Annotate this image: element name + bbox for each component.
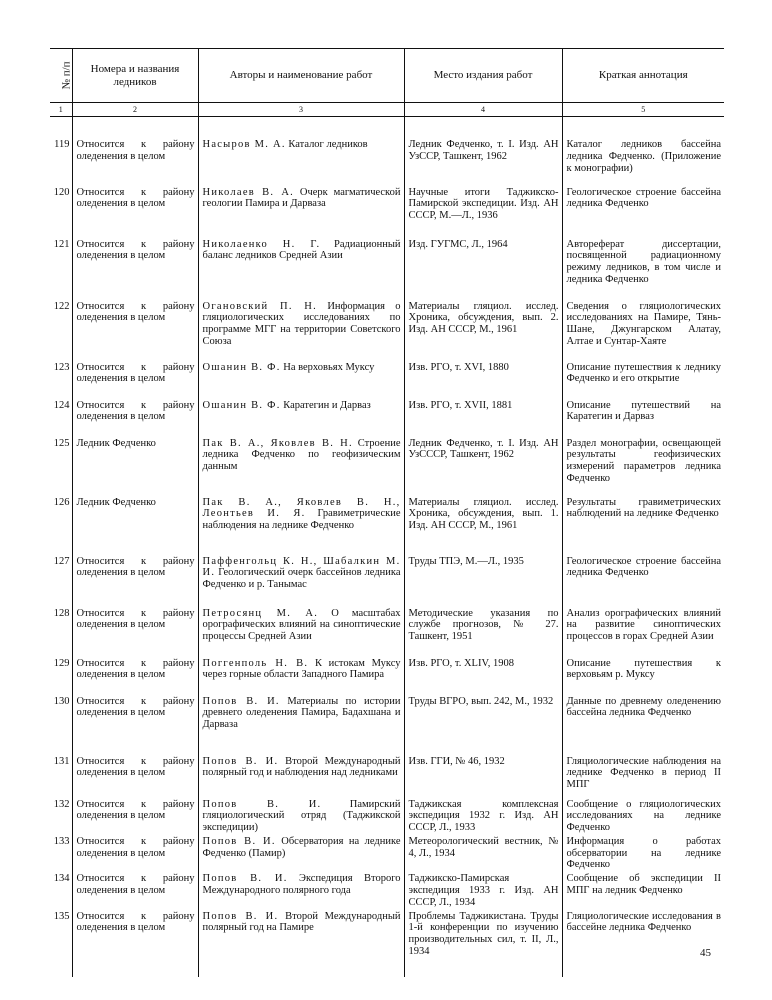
table-row bbox=[50, 187, 724, 239]
glacier-name: Относится к району оледенения в целом bbox=[72, 873, 198, 910]
row-number: 128 bbox=[53, 607, 70, 619]
work-title: Материалы по истории древнего оледенения Памира, Бадахшана и Дарваза bbox=[202, 695, 401, 731]
author-name: Насыров М. А. bbox=[202, 139, 286, 150]
glacier-name: Относится к району оледенения в целом bbox=[72, 187, 198, 239]
work-title: Гравиметрические наблюдения на леднике Федченко bbox=[202, 508, 401, 532]
work-title: На верховьях Муксу bbox=[283, 361, 375, 373]
row-number: 126 bbox=[53, 496, 70, 508]
author-work bbox=[198, 756, 404, 799]
glacier-name: Относится к району оледенения в целом bbox=[72, 756, 198, 799]
publication-place: Материалы гляциол. исслед. Хроника, обсуждения, вып. 2. Изд. АН СССР, М., 1961 bbox=[404, 301, 562, 362]
table-row bbox=[50, 696, 724, 756]
author-work bbox=[198, 911, 404, 977]
glacier-name: Ледник Федченко bbox=[72, 497, 198, 556]
work-title: Каратегин и Дарваз bbox=[283, 399, 371, 411]
publication-place: Проблемы Таджикистана. Труды 1-й конференции по изучению производительных сил, т. II, Л., 1934 bbox=[404, 911, 562, 977]
publication-place: Таджикско-Памирская экспедиция 1933 г. Изд. АН СССР, Л., 1934 bbox=[404, 873, 562, 910]
glacier-name: Относится к району оледенения в целом bbox=[72, 400, 198, 438]
author-name: Попов В. И. bbox=[202, 910, 279, 922]
table-body bbox=[50, 117, 724, 977]
glacier-name: Относится к району оледенения в целом bbox=[72, 362, 198, 400]
glacier-name: Относится к району оледенения в целом bbox=[72, 696, 198, 756]
work-title: Памирский гляциологический отряд (Таджикской экспедиции) bbox=[202, 798, 401, 834]
work-title: Второй Международный полярный год на Памире bbox=[202, 910, 401, 934]
author-name: Огановский П. Н. bbox=[202, 300, 317, 312]
column-number: 4 bbox=[404, 103, 562, 117]
publication-place: Метеорологический вестник, № 4, Л., 1934 bbox=[404, 836, 562, 873]
page-number: 45 bbox=[700, 947, 711, 959]
column-number: 1 bbox=[50, 103, 72, 117]
row-number: 130 bbox=[53, 695, 70, 707]
work-title: Обсерватория на леднике Федченко (Памир) bbox=[202, 835, 401, 859]
column-number: 3 bbox=[198, 103, 404, 117]
column-number: 5 bbox=[562, 103, 724, 117]
work-title: К истокам Муксу через горные области Западного Памира bbox=[202, 657, 401, 681]
row-number: 129 bbox=[53, 657, 70, 669]
header-number: № п/п bbox=[50, 49, 72, 103]
author-work bbox=[198, 696, 404, 756]
header-glacier: Номера и названия ледников bbox=[72, 49, 198, 103]
author-work bbox=[198, 362, 404, 400]
author-name: Попов В. И. bbox=[202, 798, 322, 810]
table-row bbox=[50, 658, 724, 696]
author-name: Попов В. И. bbox=[202, 835, 276, 847]
table-row bbox=[50, 362, 724, 400]
author-name: Николаев В. А. bbox=[202, 186, 295, 198]
author-work bbox=[198, 400, 404, 438]
author-name: Петросянц М. А. bbox=[202, 607, 319, 619]
annotation: Автореферат диссертации, посвященной радиационному режиму ледников, в том числе и ледника Федченко bbox=[562, 239, 724, 301]
annotation: Каталог ледников бассейна ледника Федченко. (Приложение к монографии) bbox=[562, 117, 724, 187]
table-row bbox=[50, 438, 724, 497]
annotation: Данные по древнему оледенению бассейна ледника Федченко bbox=[562, 696, 724, 756]
header-annotation: Краткая аннотация bbox=[562, 49, 724, 103]
author-work bbox=[198, 873, 404, 910]
table-row bbox=[50, 608, 724, 658]
publication-place: Материалы гляциол. исслед. Хроника, обсуждения, вып. 1. Изд. АН СССР, М., 1961 bbox=[404, 497, 562, 556]
row-number: 127 bbox=[53, 555, 70, 567]
author-name: Попов В. И. bbox=[202, 755, 279, 767]
glacier-name: Относится к району оледенения в целом bbox=[72, 836, 198, 873]
row-number: 121 bbox=[53, 238, 70, 250]
publication-place: Ледник Федченко, т. I. Изд. АН УзССР, Ташкент, 1962 bbox=[404, 117, 562, 187]
table-row bbox=[50, 117, 724, 187]
work-title: Геологический очерк бассейнов ледника Федченко и р. Танымас bbox=[202, 567, 401, 591]
work-title: О масштабах орографических влияний на синоптические процессы Средней Азии bbox=[202, 607, 401, 643]
author-work bbox=[198, 239, 404, 301]
publication-place: Изв. ГГИ, № 46, 1932 bbox=[404, 756, 562, 799]
author-name: Ошанин В. Ф. bbox=[202, 399, 281, 411]
annotation: Сообщение о гляциологических исследованиях на леднике Федченко bbox=[562, 799, 724, 836]
publication-place: Изв. РГО, т. XLIV, 1908 bbox=[404, 658, 562, 696]
work-title: Радиационный баланс ледников Средней Азии bbox=[202, 238, 401, 262]
author-work bbox=[198, 438, 404, 497]
publication-place: Ледник Федченко, т. I. Изд. АН УзСССР, Ташкент, 1962 bbox=[404, 438, 562, 497]
glacier-name: Относится к району оледенения в целом bbox=[72, 799, 198, 836]
glacier-name: Относится к району оледенения в целом bbox=[72, 911, 198, 977]
work-title: Второй Международный полярный год и наблюдения над ледниками bbox=[202, 755, 401, 779]
publication-place: Методические указания по службе прогнозов, № 27. Ташкент, 1951 bbox=[404, 608, 562, 658]
publication-place: Изв. РГО, т. XVI, 1880 bbox=[404, 362, 562, 400]
author-name: Ошанин В. Ф. bbox=[202, 361, 281, 373]
author-name: Пак В. А., Яковлев В. Н. bbox=[202, 437, 353, 449]
author-name: Пак В. А., Яковлев В. Н., Леонтьев И. Я. bbox=[202, 496, 401, 520]
column-number: 2 bbox=[72, 103, 198, 117]
header-authors: Авторы и наименование работ bbox=[198, 49, 404, 103]
row-number: 131 bbox=[53, 755, 70, 767]
glacier-name: Ледник Федченко bbox=[72, 438, 198, 497]
row-number: 119 bbox=[54, 139, 70, 150]
table-row bbox=[50, 239, 724, 301]
publication-place: Труды ТПЭ, М.—Л., 1935 bbox=[404, 556, 562, 608]
row-number: 135 bbox=[53, 910, 70, 922]
column-number-row bbox=[50, 103, 724, 117]
author-work bbox=[198, 836, 404, 873]
table-row bbox=[50, 836, 724, 873]
annotation: Информация о работах обсерватории на леднике Федченко bbox=[562, 836, 724, 873]
table-row bbox=[50, 756, 724, 799]
author-work bbox=[198, 301, 404, 362]
row-number: 122 bbox=[53, 300, 70, 312]
annotation: Геологическое строение бассейна ледника Федченко bbox=[562, 556, 724, 608]
table-row bbox=[50, 556, 724, 608]
author-name: Попов В. И. bbox=[202, 695, 280, 707]
table-row bbox=[50, 497, 724, 556]
table-row bbox=[50, 799, 724, 836]
annotation: Результаты гравиметрических наблюдений на леднике Федченко bbox=[562, 497, 724, 556]
work-title: Информация о гляциологических исследованиях по программе МГГ на территории Советского Союза bbox=[202, 300, 401, 347]
annotation: Гляциологические исследования в бассейне ледника Федченко bbox=[562, 911, 724, 977]
author-work bbox=[198, 117, 404, 187]
work-title: Экспедиция Второго Международного полярного года bbox=[202, 873, 401, 897]
row-number: 123 bbox=[53, 361, 70, 373]
author-work bbox=[198, 799, 404, 836]
work-title: Строение ледника Федченко по геофизическим данным bbox=[202, 437, 401, 473]
annotation: Гляциологические наблюдения на леднике Федченко в период II МПГ bbox=[562, 756, 724, 799]
author-name: Поггенполь Н. В. bbox=[202, 657, 309, 669]
row-number: 133 bbox=[53, 835, 70, 847]
author-name: Паффенгольц К. Н., Шабалкин М. И. bbox=[202, 555, 401, 579]
annotation: Раздел монографии, освещающей результаты геофизических измерений параметров ледника Федченко bbox=[562, 438, 724, 497]
row-number: 120 bbox=[53, 186, 70, 198]
bibliography-table-container bbox=[50, 48, 724, 977]
glacier-name: Относится к району оледенения в целом bbox=[72, 556, 198, 608]
annotation: Сведения о гляциологических исследованиях на Памире, Тянь-Шане, Джунгарском Алатау, Алтае и Сунтар-Хаяте bbox=[562, 301, 724, 362]
glacier-name: Относится к району оледенения в целом bbox=[72, 658, 198, 696]
table-row bbox=[50, 873, 724, 910]
publication-place: Таджикская комплексная экспедиция 1932 г. Изд. АН СССР, Л., 1933 bbox=[404, 799, 562, 836]
publication-place: Изд. ГУГМС, Л., 1964 bbox=[404, 239, 562, 301]
glacier-name: Относится к району оледенения в целом bbox=[72, 117, 198, 187]
table-row bbox=[50, 301, 724, 362]
author-work bbox=[198, 556, 404, 608]
annotation: Геологическое строение бассейна ледника Федченко bbox=[562, 187, 724, 239]
bibliography-table bbox=[50, 48, 724, 977]
row-number: 132 bbox=[53, 798, 70, 810]
publication-place: Труды ВГРО, вып. 242, М., 1932 bbox=[404, 696, 562, 756]
publication-place: Изв. РГО, т. XVII, 1881 bbox=[404, 400, 562, 438]
work-title: Очерк магматической геологии Памира и Дарваза bbox=[202, 186, 401, 210]
row-number: 125 bbox=[53, 437, 70, 449]
author-work bbox=[198, 658, 404, 696]
annotation: Описание путешествий на Каратегин и Дарваз bbox=[562, 400, 724, 438]
glacier-name: Относится к району оледенения в целом bbox=[72, 239, 198, 301]
row-number: 124 bbox=[53, 399, 70, 411]
table-row bbox=[50, 911, 724, 977]
glacier-name: Относится к району оледенения в целом bbox=[72, 608, 198, 658]
annotation: Описание путешествия к леднику Федченко и его открытие bbox=[562, 362, 724, 400]
row-number: 134 bbox=[53, 873, 70, 885]
annotation: Описание путешествия к верховьям р. Муксу bbox=[562, 658, 724, 696]
work-title: Каталог ледников bbox=[288, 139, 368, 150]
header-row bbox=[50, 49, 724, 103]
annotation: Сообщение об экспедиции II МПГ на ледник Федченко bbox=[562, 873, 724, 910]
publication-place: Научные итоги Таджикско-Памирской экспедиции. Изд. АН СССР, М.—Л., 1936 bbox=[404, 187, 562, 239]
author-name: Николаенко Н. Г. bbox=[202, 238, 321, 250]
annotation: Анализ орографических влияний на развитие синоптических процессов в горах Средней Азии bbox=[562, 608, 724, 658]
table-row bbox=[50, 400, 724, 438]
header-place: Место издания работ bbox=[404, 49, 562, 103]
author-work bbox=[198, 608, 404, 658]
author-work bbox=[198, 497, 404, 556]
glacier-name: Относится к району оледенения в целом bbox=[72, 301, 198, 362]
author-name: Попов В. И. bbox=[202, 873, 288, 885]
author-work bbox=[198, 187, 404, 239]
